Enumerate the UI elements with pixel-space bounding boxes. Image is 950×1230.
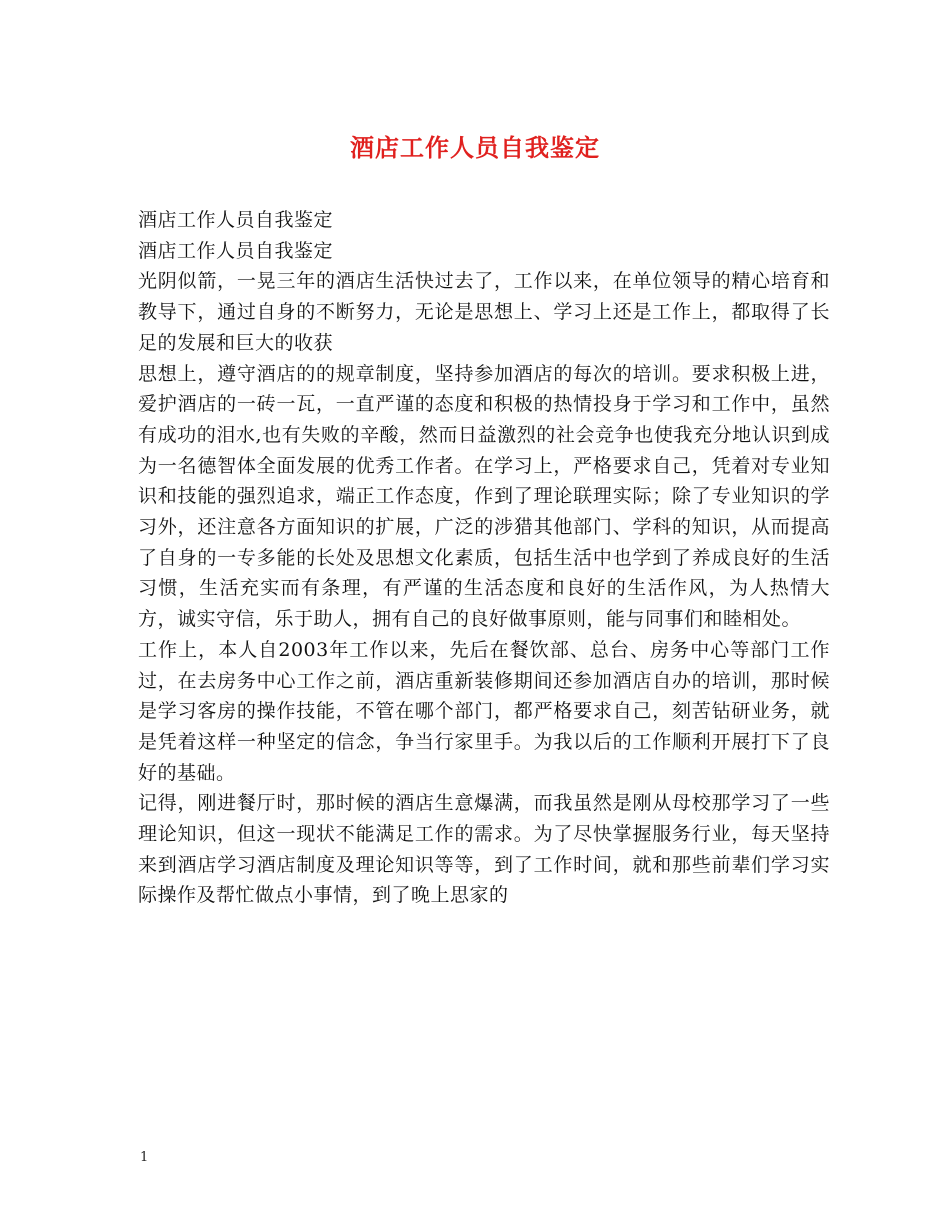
paragraph-memory: 记得，刚进餐厅时，那时候的酒店生意爆满，而我虽然是刚从母校那学习了一些理论知识，但这一现状不能满足工作的需求。为了尽快掌握服务行业，每天坚持来到酒店学习酒店制度及理论知识等等，到了工作时间，就和那些前辈们学习实际操作及帮忙做点小事情，到了晚上思家的 [138, 792, 830, 907]
document-body [138, 205, 830, 911]
paragraph-intro: 光阴似箭，一晃三年的酒店生活快过去了，工作以来，在单位领导的精心培育和教导下，通过自身的不断努力，无论是思想上、学习上还是工作上，都取得了长足的发展和巨大的收获 [138, 270, 830, 354]
paragraph-work: 工作上，本人自2003年工作以来，先后在餐饮部、总台、房务中心等部门工作过，在去房务中心工作之前，酒店重新装修期间还参加酒店自办的培训，那时候是学习客房的操作技能，不管在哪个部门，都严格要求自己，刻苦钻研业务，就是凭着这样一种坚定的信念，争当行家里手。为我以后的工作顺利开展打下了良好的基础。 [138, 638, 830, 784]
paragraph-thought: 思想上，遵守酒店的的规章制度，坚持参加酒店的每次的培训。要求积极上进，爱护酒店的一砖一瓦，一直严谨的态度和积极的热情投身于学习和工作中，虽然有成功的泪水,也有失败的辛酸，然而日益激烈的社会竞争也使我充分地认识到成为一名德智体全面发展的优秀工作者。在学习上，严格要求自己，凭着对专业知识和技能的强烈追求，端正工作态度，作到了理论联理实际；除了专业知识的学习外，还注意各方面知识的扩展，广泛的涉猎其他部门、学科的知识，从而提高了自身的一专多能的长处及思想文化素质，包括生活中也学到了养成良好的生活习惯，生活充实而有条理，有严谨的生活态度和良好的生活作风，为人热情大方，诚实守信，乐于助人，拥有自己的良好做事原则，能与同事们和睦相处。 [138, 362, 830, 631]
document-title: 酒店工作人员自我鉴定 [350, 133, 600, 162]
paragraph-subtitle-1: 酒店工作人员自我鉴定 [138, 209, 334, 231]
page-number: 1 [140, 1150, 149, 1165]
paragraph-subtitle-2: 酒店工作人员自我鉴定 [138, 239, 334, 262]
